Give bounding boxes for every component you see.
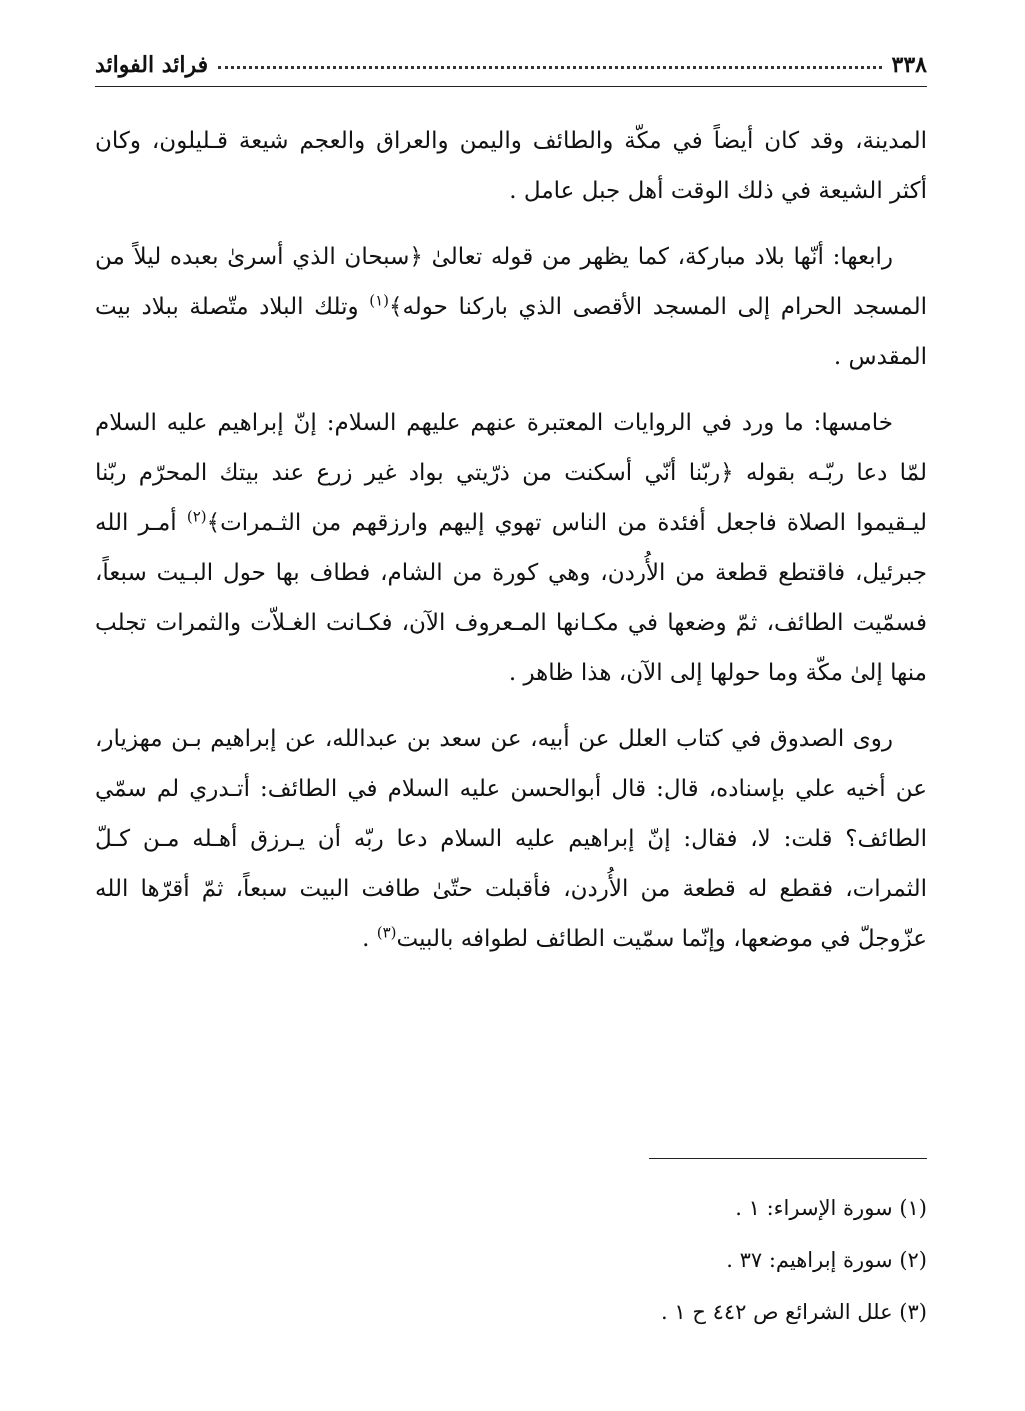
footnotes [95, 1182, 927, 1338]
paragraph-4-text-after: . [362, 926, 377, 952]
page-number: ٣٣٨ [891, 52, 927, 78]
footnote-2: (٢) سورة إبراهيم: ٣٧ . [726, 1248, 927, 1272]
paragraph-1 [95, 116, 927, 216]
paragraph-3-text-before: خامسها: ما ورد في الروايات المعتبرة عنهم عليهم السلام: إنّ إبراهيم عليه السلام لمّا دعا ربّـه بقوله ﴿ربّنا أنّي أسكنت من ذرّيتي بواد غير زرع عند بيتك المحرّم ربّنا ليـقيموا الصلاة فاجعل أفئدة من الناس تهوي إليهم وارزقهم من الثـمرات﴾ [95, 410, 928, 536]
footnote-separator [649, 1158, 927, 1159]
running-title: فرائد الفوائد [95, 52, 209, 78]
paragraph-1-text: المدينة، وقد كان أيضاً في مكّة والطائف واليمن والعراق والعجم شيعة قـليلون، وكان أكثر الشيعة في ذلك الوقت أهل جبل عامل . [95, 128, 927, 204]
paragraph-2 [95, 232, 927, 382]
paragraph-4 [95, 714, 927, 964]
page-header [95, 38, 927, 78]
paragraph-3-text-after: أمـر الله جبرئيل، فاقتطع قطعة من الأُردن، وهي كورة من الشام، فطاف بها حول البـيت سبعاً، فسمّيت الطائف، ثمّ وضعها في مكـانها المـعروف الآن، فكـانت الغـلاّت والثمرات تجلب منها إلىٰ مكّة وما حولها إلى الآن، هذا ظاهر . [95, 510, 927, 686]
paragraph-3 [95, 398, 927, 698]
footnote-1: (١) سورة الإسراء: ١ . [735, 1196, 927, 1220]
header-rule [95, 86, 927, 87]
header-leader-dots [218, 66, 881, 69]
paragraph-4-text-before: روى الصدوق في كتاب العلل عن أبيه، عن سعد بن عبدالله، عن إبراهيم بـن مهزيار، عن أخيه علي بإسناده، قال: قال أبوالحسن عليه السلام في الطائف: أتـدري لم سمّي الطائف؟ قلت: لا، فقال: إنّ إبراهيم عليه السلام دعا ربّه أن يـرزق أهـله مـن كـلّ الثمرات، فقطع له قطعة من الأُردن، فأقبلت حتّىٰ طافت البيت سبعاً، ثمّ أقرّها الله عزّوجلّ في موضعها، وإنّما سمّيت الطائف لطوافه بالبيت [95, 726, 928, 952]
footnote-ref-2: (٢) [186, 507, 207, 526]
main-text [95, 116, 927, 980]
footnote-ref-1: (١) [369, 291, 389, 310]
footnote-3: (٣) علل الشرائع ص ٤٤٢ ح ١ . [661, 1300, 927, 1324]
paragraph-2-text-after: وتلك البلاد متّصلة ببلاد بيت المقدس . [95, 294, 927, 370]
footnote-ref-3: (٣) [376, 923, 397, 942]
paragraph-2-text-before: رابعها: أنّها بلاد مباركة، كما يظهر من قوله تعالىٰ ﴿سبحان الذي أسرىٰ بعبده ليلاً من المسجد الحرام إلى المسجد الأقصى الذي باركنا حوله﴾ [95, 244, 927, 320]
